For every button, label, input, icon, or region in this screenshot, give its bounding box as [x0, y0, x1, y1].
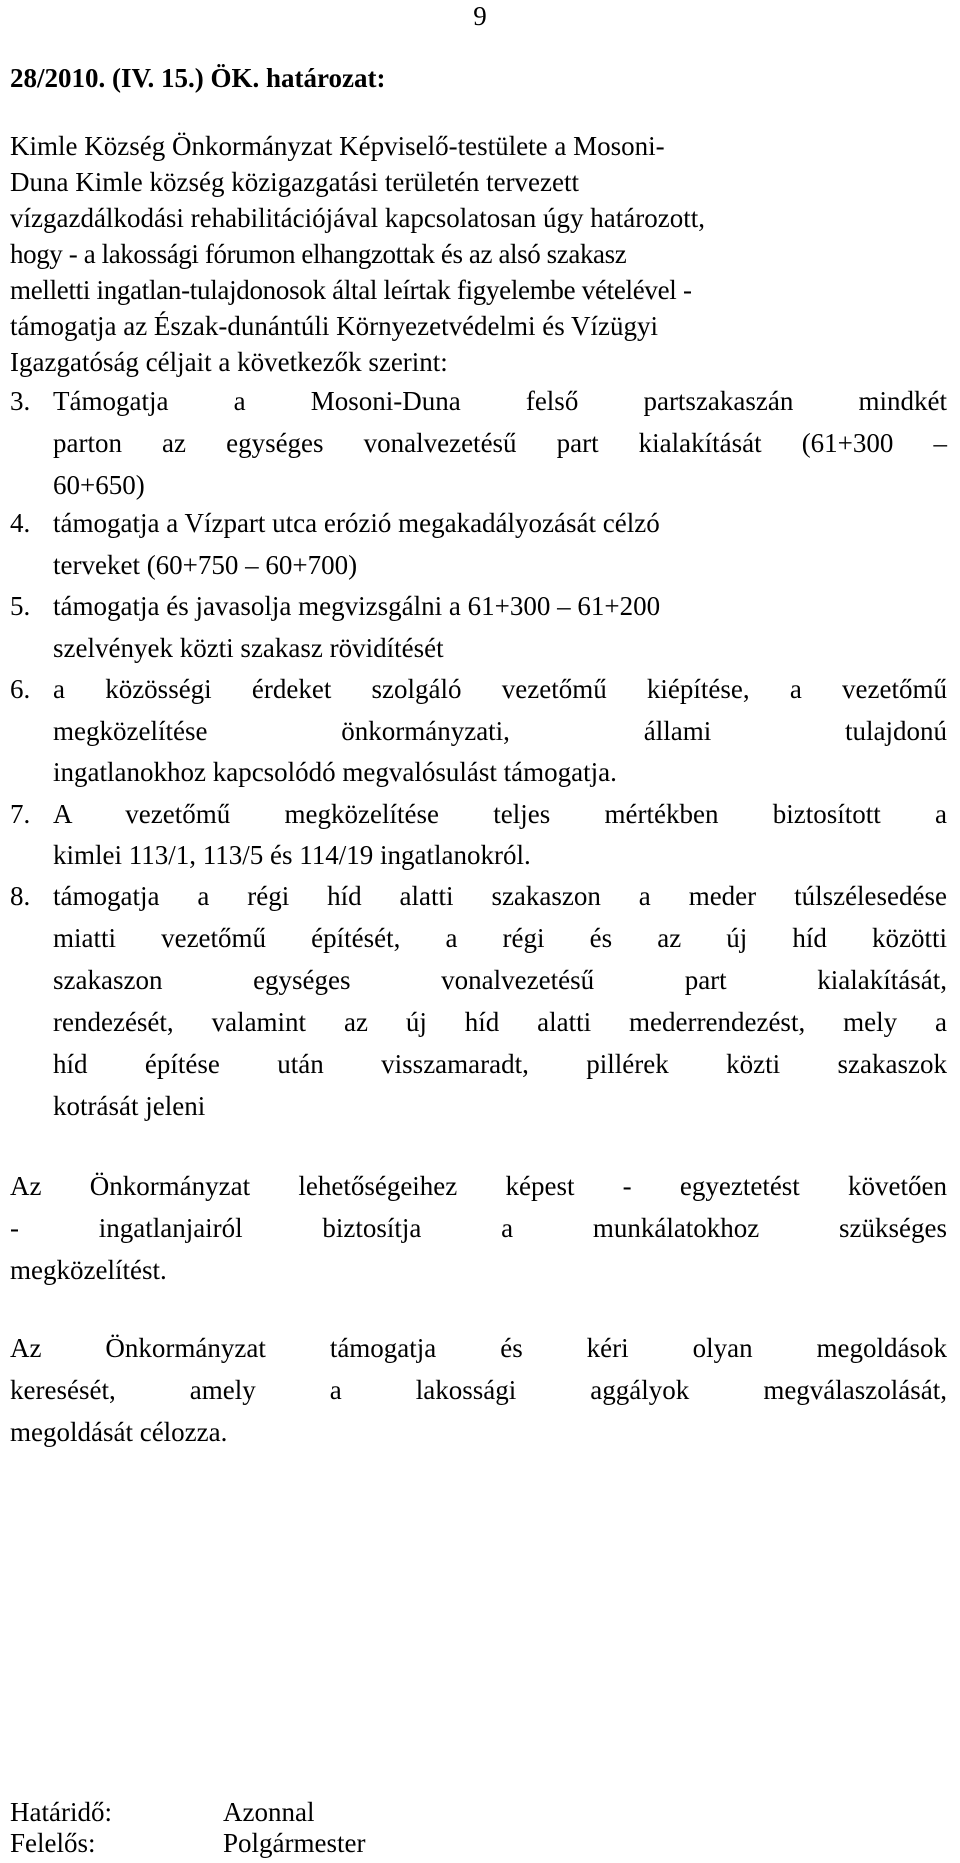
intro-line: hogy - a lakossági fórumon elhangzottak és az alsó szakasz: [10, 239, 627, 269]
paragraph-line: - ingatlanjairól biztosítja a munkálatokhoz szükséges: [10, 1213, 947, 1243]
list-item-line: támogatja a régi híd alatti szakaszon a meder túlszélesedése: [53, 881, 947, 911]
responsible-value: Polgármester: [223, 1828, 366, 1858]
intro-line: melletti ingatlan-tulajdonosok által leírtak figyelembe vételével -: [10, 275, 692, 305]
paragraph-line: megoldását célozza.: [10, 1417, 228, 1447]
list-item-line: miatti vezetőmű építését, a régi és az új híd közötti: [53, 923, 947, 953]
intro-line: vízgazdálkodási rehabilitációjával kapcsolatosan úgy határozott,: [10, 203, 705, 233]
list-item-line: rendezését, valamint az új híd alatti mederrendezést, mely a: [53, 1007, 947, 1037]
paragraph-line: megközelítést.: [10, 1255, 167, 1285]
deadline-label: Határidő:: [10, 1797, 112, 1827]
list-item-line: kimlei 113/1, 113/5 és 114/19 ingatlanokról.: [53, 840, 531, 870]
page-number: 9: [473, 1, 487, 31]
list-item-number: 7.: [10, 799, 31, 829]
list-item-line: szelvények közti szakasz rövidítését: [53, 633, 444, 663]
deadline-value: Azonnal: [223, 1797, 315, 1827]
list-item-number: 8.: [10, 881, 31, 911]
list-item-line: támogatja és javasolja megvizsgálni a 61+300 – 61+200: [53, 591, 661, 621]
list-item-number: 4.: [10, 508, 31, 538]
list-item-line: szakaszon egységes vonalvezetésű part kialakítását,: [53, 965, 947, 995]
responsible-label: Felelős:: [10, 1828, 96, 1858]
list-item-number: 5.: [10, 591, 31, 621]
list-item-line: A vezetőmű megközelítése teljes mértékben biztosított a: [53, 799, 947, 829]
list-item-line: a közösségi érdeket szolgáló vezetőmű kiépítése, a vezetőmű: [53, 674, 947, 704]
list-item-number: 3.: [10, 386, 31, 416]
resolution-title: 28/2010. (IV. 15.) ÖK. határozat:: [10, 63, 386, 93]
list-item-line: kotrását jeleni: [53, 1091, 206, 1121]
list-item-number: 6.: [10, 674, 31, 704]
list-item-line: támogatja a Vízpart utca erózió megakadályozását célzó: [53, 508, 660, 538]
list-item-line: megközelítése önkormányzati, állami tulajdonú: [53, 716, 947, 746]
list-item-line: híd építése után visszamaradt, pillérek közti szakaszok: [53, 1049, 947, 1079]
list-item-line: parton az egységes vonalvezetésű part kialakítását (61+300 –: [53, 428, 947, 458]
list-item-line: 60+650): [53, 470, 145, 500]
intro-line: támogatja az Észak-dunántúli Környezetvédelmi és Vízügyi: [10, 311, 659, 341]
intro-line: Duna Kimle község közigazgatási területén tervezett: [10, 167, 580, 197]
paragraph-line: keresését, amely a lakossági aggályok megválaszolását,: [10, 1375, 947, 1405]
list-item-line: Támogatja a Mosoni-Duna felső partszakaszán mindkét: [53, 386, 947, 416]
paragraph-line: Az Önkormányzat támogatja és kéri olyan megoldások: [10, 1333, 947, 1363]
list-item-line: ingatlanokhoz kapcsolódó megvalósulást támogatja.: [53, 757, 617, 787]
intro-line: Kimle Község Önkormányzat Képviselő-testülete a Mosoni-: [10, 131, 665, 161]
paragraph-line: Az Önkormányzat lehetőségeihez képest - egyeztetést követően: [10, 1171, 947, 1201]
intro-line: Igazgatóság céljait a következők szerint:: [10, 347, 448, 377]
list-item-line: terveket (60+750 – 60+700): [53, 550, 358, 580]
